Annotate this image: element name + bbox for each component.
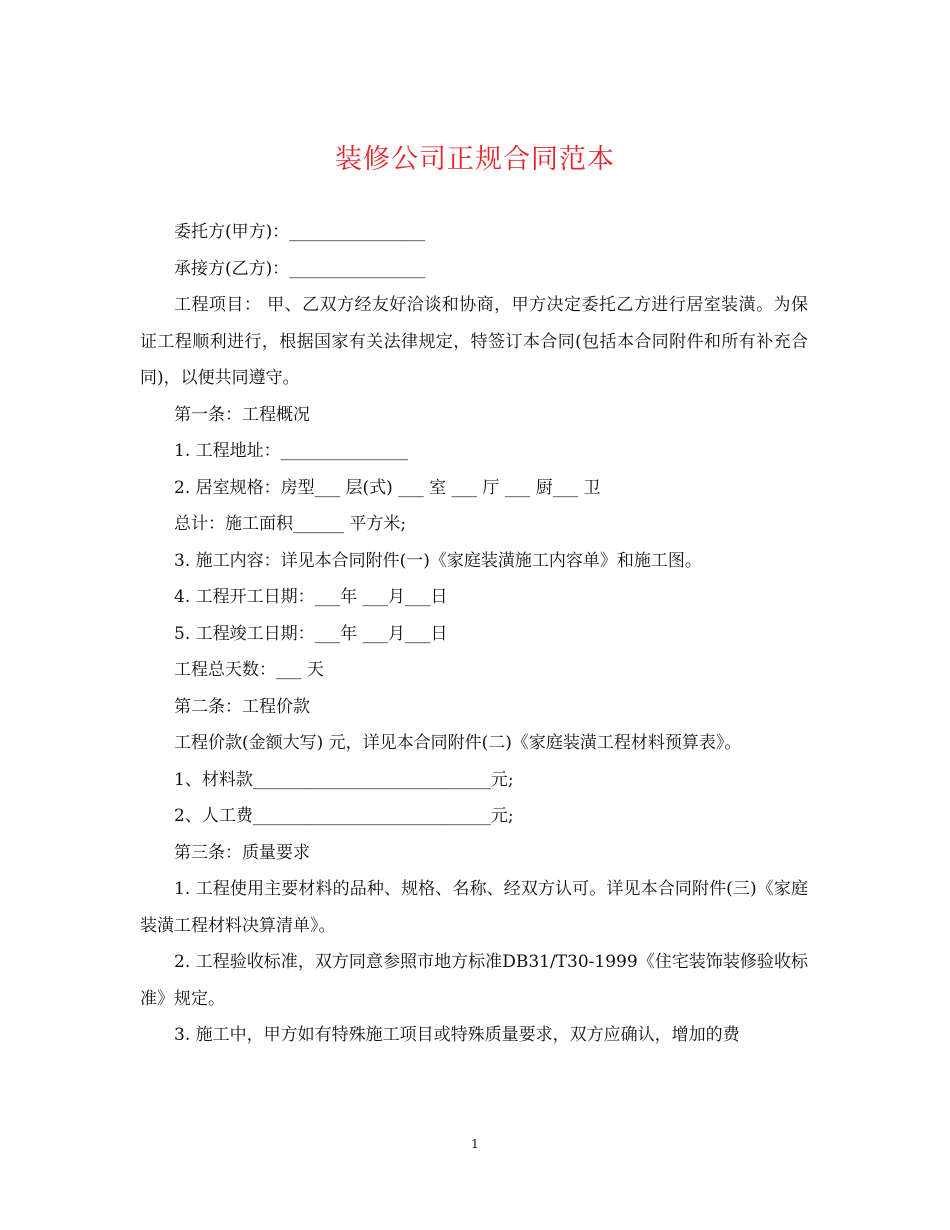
completion-date-line: 5. 工程竣工日期：___年 ___月___日 — [174, 623, 448, 644]
labor-cost-line: 2、人工费____________________________元; — [174, 806, 514, 826]
quality-clause-3: 3. 施工中，甲方如有特殊施工项目或特殊质量要求，双方应确认，增加的费 — [174, 1025, 740, 1045]
project-address-line: 1. 工程地址：_______________ — [174, 441, 409, 461]
document-body — [140, 214, 808, 1054]
project-price-paragraph: 工程价款(金额大写) 元，详见本合同附件(二)《家庭装潢工程材料预算表》。 — [174, 733, 742, 753]
project-intro-paragraph: 工程项目： 甲、乙双方经友好洽谈和协商，甲方决定委托乙方进行居室装潢。为保证工程顺利进行，根据国家有关法律规定，特签订本合同(包括本合同附件和所有补充合同)，以便共同遵守。 — [140, 295, 808, 388]
total-days-line: 工程总天数：___ 天 — [174, 660, 324, 680]
construction-content-line: 3. 施工内容：详见本合同附件(一)《家庭装潢施工内容单》和施工图。 — [174, 550, 702, 571]
room-spec-line: 2. 居室规格：房型___ 层(式) ___ 室 ___ 厅 ___ 厨___ 卫 — [174, 477, 601, 498]
start-date-line: 4. 工程开工日期：___年 ___月___日 — [174, 587, 448, 607]
party-a-line: 委托方(甲方)：________________ — [174, 222, 426, 242]
material-cost-line: 1、材料款____________________________元; — [174, 769, 514, 790]
document-title: 装修公司正规合同范本 — [335, 144, 615, 175]
page-number: 1 — [471, 1137, 479, 1151]
party-b-line: 承接方(乙方)：________________ — [174, 258, 426, 279]
article-2-heading: 第二条：工程价款 — [174, 696, 310, 717]
article-1-heading: 第一条：工程概况 — [174, 404, 310, 425]
article-3-heading: 第三条：质量要求 — [174, 842, 310, 863]
construction-area-line: 总计：施工面积______ 平方米; — [174, 514, 407, 534]
quality-clause-2: 2. 工程验收标准，双方同意参照市地方标准DB31/T30-1999《住宅装饰装修验收标准》规定。 — [140, 952, 808, 1009]
quality-clause-1: 1. 工程使用主要材料的品种、规格、名称、经双方认可。详见本合同附件(三)《家庭装潢工程材料决算清单》。 — [140, 879, 808, 936]
